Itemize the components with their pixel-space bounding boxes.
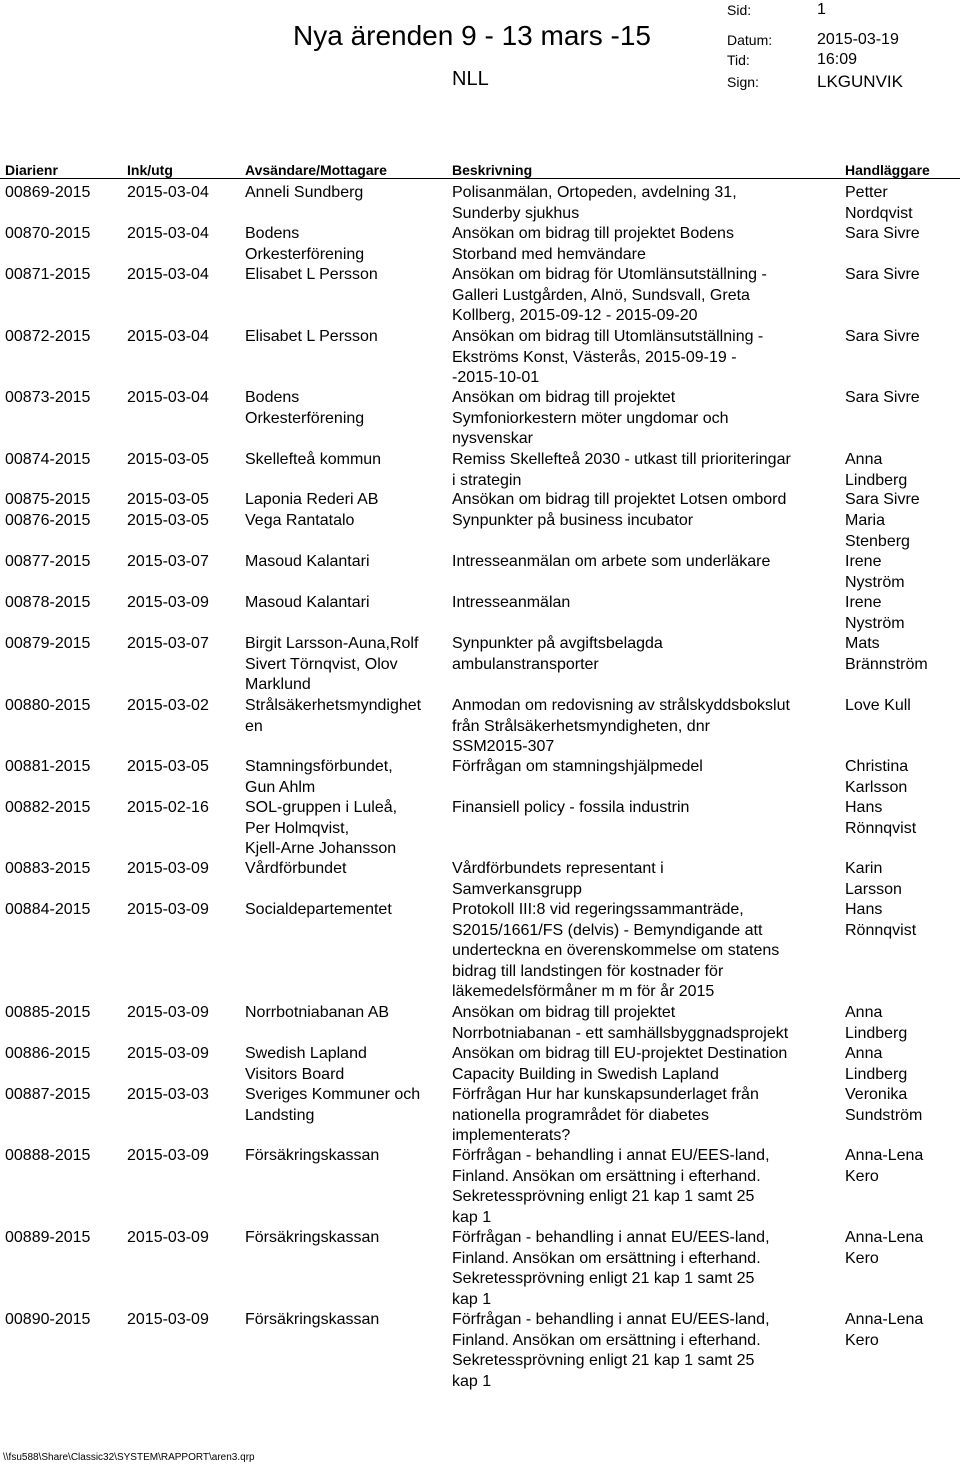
case-handler: Irene Nyström (845, 553, 905, 591)
case-sender: Elisabet L Persson (245, 266, 378, 283)
case-sender: Swedish Lapland Visitors Board (245, 1045, 367, 1083)
case-description: Förfrågan om stamningshjälpmedel (452, 758, 703, 775)
case-number: 00887-2015 (5, 1086, 91, 1103)
case-date: 2015-03-09 (127, 1147, 209, 1164)
case-description: Förfrågan - behandling i annat EU/EES-land, Finland. Ansökan om ersättning i efterhand. Sekretessprövning enligt 21 kap 1 samt 25 kap 1 (452, 1311, 770, 1390)
case-handler: Hans Rönnqvist (845, 901, 917, 939)
case-date: 2015-03-09 (127, 1311, 209, 1328)
case-sender: Försäkringskassan (245, 1147, 380, 1164)
case-number: 00869-2015 (5, 184, 91, 201)
case-handler: Anna Lindberg (845, 1045, 908, 1083)
meta-sign-value: LKGUNVIK (817, 72, 903, 91)
column-header-sender: Avsändare/Mottagare (245, 162, 387, 178)
case-date: 2015-03-02 (127, 697, 209, 714)
case-description: Polisanmälan, Ortopeden, avdelning 31, Sunderby sjukhus (452, 184, 737, 222)
case-number: 00874-2015 (5, 451, 91, 468)
case-sender: Bodens Orkesterförening (245, 389, 365, 427)
case-description: Synpunkter på avgiftsbelagda ambulanstransporter (452, 635, 663, 673)
report-file-path: \\fsu588\Share\Classic32\SYSTEM\RAPPORT\aren3.qrp (3, 1452, 255, 1463)
case-date: 2015-03-09 (127, 901, 209, 918)
case-handler: Petter Nordqvist (845, 184, 913, 222)
meta-date-label: Datum: (727, 32, 773, 48)
case-sender: Elisabet L Persson (245, 328, 378, 345)
case-handler: Anna-Lena Kero (845, 1311, 924, 1349)
case-number: 00885-2015 (5, 1004, 91, 1021)
case-date: 2015-02-16 (127, 799, 209, 816)
case-date: 2015-03-04 (127, 389, 209, 406)
case-date: 2015-03-05 (127, 758, 209, 775)
case-sender: Socialdepartementet (245, 901, 392, 918)
case-handler: Anna Lindberg (845, 1004, 908, 1042)
meta-sign-label: Sign: (727, 74, 759, 90)
case-description: Förfrågan Hur har kunskapsunderlaget från nationella programrådet för diabetes implementerats? (452, 1086, 759, 1144)
case-handler: Irene Nyström (845, 594, 905, 632)
case-number: 00870-2015 (5, 225, 91, 242)
case-number: 00880-2015 (5, 697, 91, 714)
case-sender: Laponia Rederi AB (245, 491, 379, 508)
case-sender: Försäkringskassan (245, 1229, 380, 1246)
report-title: Nya ärenden 9 - 13 mars -15 (293, 20, 651, 51)
case-number: 00889-2015 (5, 1229, 91, 1246)
case-handler: Mats Brännström (845, 635, 928, 673)
meta-time-label: Tid: (727, 52, 750, 68)
case-sender: Norrbotniabanan AB (245, 1004, 390, 1021)
case-handler: Christina Karlsson (845, 758, 909, 796)
case-sender: Masoud Kalantari (245, 553, 370, 570)
case-number: 00872-2015 (5, 328, 91, 345)
case-description: Förfrågan - behandling i annat EU/EES-land, Finland. Ansökan om ersättning i efterhand. Sekretessprövning enligt 21 kap 1 samt 25 kap 1 (452, 1229, 770, 1308)
case-date: 2015-03-07 (127, 553, 209, 570)
column-header-id: Diarienr (5, 162, 58, 178)
case-description: Ansökan om bidrag till projektet Bodens Storband med hemvändare (452, 225, 734, 263)
case-number: 00882-2015 (5, 799, 91, 816)
case-number: 00890-2015 (5, 1311, 91, 1328)
case-number: 00881-2015 (5, 758, 91, 775)
case-date: 2015-03-05 (127, 451, 209, 468)
case-description: Ansökan om bidrag för Utomlänsutställning - Galleri Lustgården, Alnö, Sundsvall, Greta Kollberg, 2015-09-12 - 2015-09-20 (452, 266, 767, 324)
case-handler: Anna-Lena Kero (845, 1147, 924, 1185)
case-description: Vårdförbundets representant i Samverkansgrupp (452, 860, 664, 898)
case-description: Ansökan om bidrag till projektet Lotsen ombord (452, 491, 787, 508)
case-handler: Anna-Lena Kero (845, 1229, 924, 1267)
column-header-description: Beskrivning (452, 162, 533, 178)
case-number: 00878-2015 (5, 594, 91, 611)
case-number: 00888-2015 (5, 1147, 91, 1164)
case-sender: Försäkringskassan (245, 1311, 380, 1328)
case-sender: Anneli Sundberg (245, 184, 364, 201)
case-date: 2015-03-07 (127, 635, 209, 652)
case-number: 00883-2015 (5, 860, 91, 877)
case-handler: Sara Sivre (845, 328, 920, 345)
case-date: 2015-03-04 (127, 184, 209, 201)
case-sender: Vega Rantatalo (245, 512, 355, 529)
case-date: 2015-03-09 (127, 860, 209, 877)
case-number: 00875-2015 (5, 491, 91, 508)
case-number: 00871-2015 (5, 266, 91, 283)
case-sender: Vårdförbundet (245, 860, 347, 877)
case-number: 00884-2015 (5, 901, 91, 918)
case-date: 2015-03-09 (127, 1229, 209, 1246)
case-description: Synpunkter på business incubator (452, 512, 694, 529)
case-description: Anmodan om redovisning av strålskyddsbokslut från Strålsäkerhetsmyndigheten, dnr SSM2015-307 (452, 697, 790, 755)
case-sender: Masoud Kalantari (245, 594, 370, 611)
case-sender: SOL-gruppen i Luleå, Per Holmqvist, Kjell-Arne Johansson (245, 799, 398, 857)
case-date: 2015-03-05 (127, 491, 209, 508)
case-date: 2015-03-09 (127, 1004, 209, 1021)
case-date: 2015-03-04 (127, 225, 209, 242)
organization-code: NLL (452, 68, 489, 90)
meta-date-value: 2015-03-19 (817, 31, 899, 48)
case-date: 2015-03-05 (127, 512, 209, 529)
case-number: 00877-2015 (5, 553, 91, 570)
column-header-handler: Handläggare (845, 162, 930, 178)
case-description: Finansiell policy - fossila industrin (452, 799, 690, 816)
case-date: 2015-03-09 (127, 1045, 209, 1062)
column-header-date: Ink/utg (127, 162, 173, 178)
case-date: 2015-03-04 (127, 266, 209, 283)
meta-page-value: 1 (817, 1, 826, 18)
case-date: 2015-03-04 (127, 328, 209, 345)
case-description: Ansökan om bidrag till Utomlänsutställning - Ekströms Konst, Västerås, 2015-09-19 - -2015-10-01 (452, 328, 764, 386)
case-number: 00886-2015 (5, 1045, 91, 1062)
case-description: Ansökan om bidrag till projektet Symfoniorkestern möter ungdomar och nysvenskar (452, 389, 729, 447)
case-number: 00879-2015 (5, 635, 91, 652)
case-description: Intresseanmälan om arbete som underläkare (452, 553, 771, 570)
case-date: 2015-03-03 (127, 1086, 209, 1103)
case-description: Förfrågan - behandling i annat EU/EES-land, Finland. Ansökan om ersättning i efterhand. Sekretessprövning enligt 21 kap 1 samt 25 kap 1 (452, 1147, 770, 1226)
meta-time-value: 16:09 (817, 51, 858, 68)
case-handler: Love Kull (845, 697, 911, 714)
case-description: Ansökan om bidrag till EU-projektet Destination Capacity Building in Swedish Lapland (452, 1045, 788, 1083)
case-description: Ansökan om bidrag till projektet Norrbotniabanan - ett samhällsbyggnadsprojekt (452, 1004, 789, 1042)
case-sender: Skellefteå kommun (245, 451, 382, 468)
case-sender: Sveriges Kommuner och Landsting (245, 1086, 421, 1124)
case-handler: Sara Sivre (845, 389, 920, 406)
case-handler: Maria Stenberg (845, 512, 910, 550)
case-handler: Anna Lindberg (845, 451, 908, 489)
case-sender: Stamningsförbundet, Gun Ahlm (245, 758, 393, 796)
case-sender: Bodens Orkesterförening (245, 225, 365, 263)
case-handler: Sara Sivre (845, 266, 920, 283)
case-handler: Sara Sivre (845, 225, 920, 242)
case-handler: Karin Larsson (845, 860, 902, 898)
case-date: 2015-03-09 (127, 594, 209, 611)
case-number: 00873-2015 (5, 389, 91, 406)
case-sender: Strålsäkerhetsmyndighet en (245, 697, 422, 735)
case-sender: Birgit Larsson-Auna,Rolf Sivert Törnqvist, Olov Marklund (245, 635, 419, 693)
case-number: 00876-2015 (5, 512, 91, 529)
case-description: Intresseanmälan (452, 594, 571, 611)
case-description: Protokoll III:8 vid regeringssammanträde, S2015/1661/FS (delvis) - Bemyndigande att underteckna en överenskommelse om statens bidrag till landstingen för kostnader för läkemedelsförmåner m m för år 2015 (452, 901, 780, 1000)
case-description: Remiss Skellefteå 2030 - utkast till prioriteringar i strategin (452, 451, 791, 489)
case-handler: Veronika Sundström (845, 1086, 923, 1124)
case-handler: Hans Rönnqvist (845, 799, 917, 837)
meta-page-label: Sid: (727, 2, 752, 18)
case-handler: Sara Sivre (845, 491, 920, 508)
